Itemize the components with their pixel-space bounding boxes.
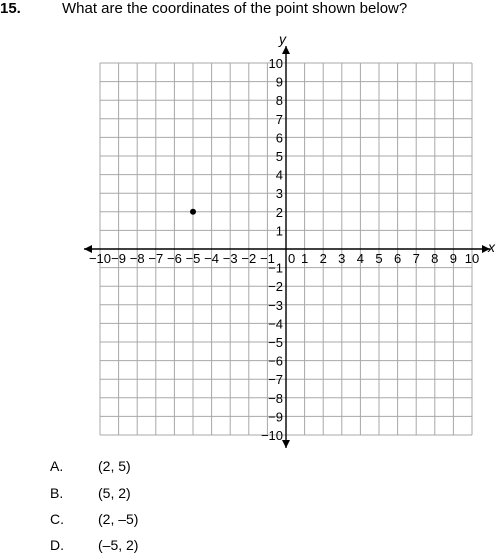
x-tick-label: 10 — [464, 251, 480, 266]
y-tick-label: 3 — [275, 186, 283, 202]
question-text: What are the coordinates of the point shown below? — [62, 0, 408, 17]
y-tick-label: −7 — [268, 372, 283, 388]
choice-a[interactable] — [0, 458, 300, 476]
y-tick-label: 8 — [275, 93, 283, 109]
y-tick-label: −5 — [268, 335, 283, 350]
y-tick-label: 2 — [275, 204, 283, 220]
y-tick-label: 4 — [275, 167, 283, 183]
y-tick-label: −4 — [268, 316, 283, 332]
y-tick-label: 9 — [275, 74, 283, 90]
x-tick-label: 8 — [431, 251, 439, 266]
axes — [84, 31, 496, 448]
x-tick-label: 7 — [412, 251, 420, 266]
x-tick-label: 0 — [288, 251, 296, 266]
x-tick-label: −2 — [241, 251, 257, 266]
y-tick-label: 10 — [268, 56, 283, 71]
x-tick-label: 5 — [375, 251, 383, 266]
x-axis-label: x — [488, 239, 495, 255]
x-tick-label: −8 — [129, 251, 145, 266]
choice-answer: (2, –5) — [98, 511, 139, 527]
x-tick-label: 1 — [300, 251, 309, 266]
x-tick-label: −1 — [259, 251, 275, 266]
y-tick-label: −3 — [268, 297, 283, 313]
x-tick-label: 2 — [319, 251, 327, 266]
x-tick-label: −10 — [88, 251, 112, 266]
choice-answer: (5, 2) — [98, 485, 131, 501]
x-tick-label: −7 — [148, 251, 164, 266]
x-tick-label: −6 — [166, 251, 182, 266]
choice-c[interactable] — [0, 511, 300, 529]
plotted-point — [190, 209, 196, 215]
y-tick-label: −9 — [268, 409, 283, 425]
question-number: 15. — [0, 0, 21, 17]
choice-letter: D. — [50, 537, 64, 553]
y-tick-label: −6 — [268, 353, 283, 369]
choice-letter: C. — [50, 511, 64, 527]
y-axis-label: y — [279, 31, 286, 47]
x-tick-label: 4 — [356, 251, 365, 266]
choice-b[interactable] — [0, 485, 300, 503]
choice-d[interactable] — [0, 537, 300, 555]
x-tick-label: −3 — [222, 251, 238, 266]
x-tick-label: 3 — [338, 251, 346, 266]
x-tick-label: −9 — [111, 251, 127, 266]
y-tick-label: −8 — [268, 390, 283, 406]
y-tick-label: −1 — [268, 260, 283, 276]
choice-letter: A. — [50, 458, 64, 474]
y-tick-label: 5 — [275, 149, 283, 164]
y-axis-arrow-down — [282, 440, 290, 448]
x-tick-label: 9 — [449, 251, 458, 266]
x-tick-label: −4 — [204, 251, 220, 266]
y-tick-label: −2 — [268, 279, 283, 295]
y-tick-label: 7 — [275, 111, 283, 127]
points — [190, 209, 196, 215]
choice-answer: (–5, 2) — [98, 537, 139, 553]
y-tick-label: −10 — [260, 428, 283, 443]
y-tick-label: 1 — [275, 223, 283, 239]
choice-letter: B. — [50, 485, 64, 501]
y-tick-label: 6 — [275, 130, 283, 146]
x-tick-label: 6 — [393, 251, 402, 266]
x-tick-label: −5 — [185, 251, 201, 266]
y-axis-arrow-up — [282, 46, 290, 54]
choice-answer: (2, 5) — [98, 458, 131, 474]
